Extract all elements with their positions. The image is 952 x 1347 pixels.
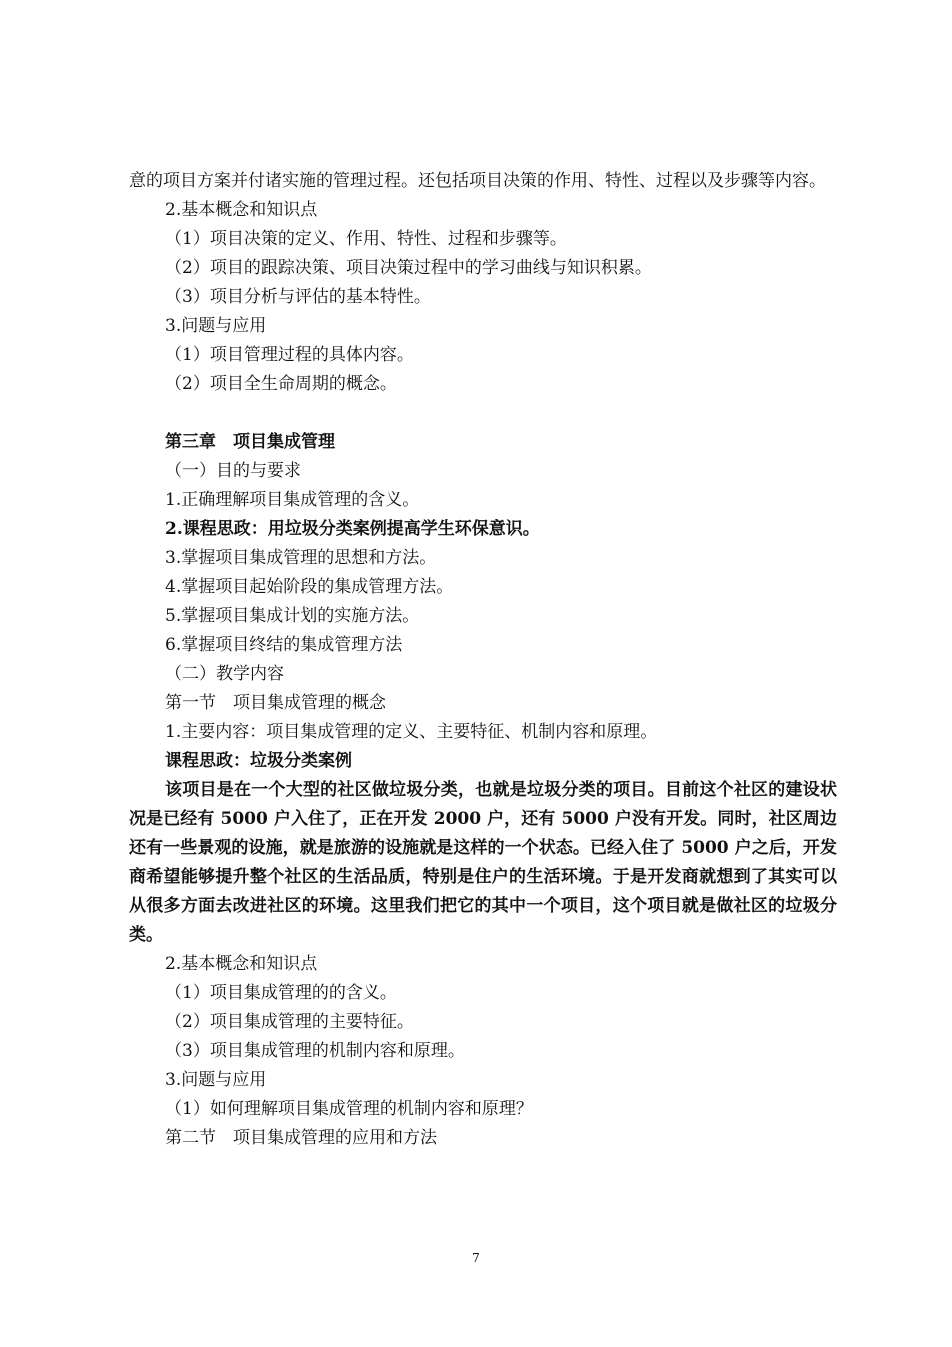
objective-item: 6.掌握项目终结的集成管理方法 (165, 635, 403, 655)
questions-heading: 3.问题与应用 (165, 316, 267, 336)
objective-item: 1.正确理解项目集成管理的含义。 (165, 490, 420, 510)
question-item: （1）如何理解项目集成管理的机制内容和原理？ (165, 1099, 533, 1119)
concepts-heading: 2.基本概念和知识点 (165, 954, 318, 974)
concepts-heading: 2.基本概念和知识点 (165, 200, 318, 220)
objective-item-ideology: 2.课程思政：用垃圾分类案例提高学生环保意识。 (165, 519, 540, 539)
concept-item: （3）项目分析与评估的基本特性。 (165, 287, 431, 307)
section-title: 第二节 项目集成管理的应用和方法 (165, 1128, 437, 1148)
objective-item: 3.掌握项目集成管理的思想和方法。 (165, 548, 437, 568)
section-title: 第一节 项目集成管理的概念 (165, 693, 386, 713)
content-heading: （二）教学内容 (165, 664, 284, 684)
page-body (129, 167, 837, 1153)
continued-paragraph: 意的项目方案并付诸实施的管理过程。还包括项目决策的作用、特性、过程以及步骤等内容。 (129, 171, 826, 191)
ideology-heading: 课程思政：垃圾分类案例 (165, 751, 352, 771)
chapter-title: 第三章 项目集成管理 (165, 432, 335, 452)
concept-item: （1）项目集成管理的的含义。 (165, 983, 397, 1003)
question-item: （2）项目全生命周期的概念。 (165, 374, 397, 394)
question-item: （1）项目管理过程的具体内容。 (165, 345, 414, 365)
objective-item: 4.掌握项目起始阶段的集成管理方法。 (165, 577, 454, 597)
concept-item: （2）项目集成管理的主要特征。 (165, 1012, 414, 1032)
questions-heading: 3.问题与应用 (165, 1070, 267, 1090)
objectives-heading: （一）目的与要求 (165, 461, 301, 481)
case-paragraph: 该项目是在一个大型的社区做垃圾分类，也就是垃圾分类的项目。目前这个社区的建设状况是已经有 5000 户入住了，正在开发 2000 户，还有 5000 户没有开发。同时，社区周边还有一些景观的设施，就是旅游的设施就是这样的一个状态。已经入住了 5000 户之后，开发商希望能够提升整个社区的生活品质，特别是住户的生活环境。于是开发商就想到了其实可以从很多方面去改进社区的环境。这里我们把它的其中一个项目，这个项目就是做社区的垃圾分类。 (129, 780, 837, 945)
objective-item: 5.掌握项目集成计划的实施方法。 (165, 606, 420, 626)
concept-item: （1）项目决策的定义、作用、特性、过程和步骤等。 (165, 229, 567, 249)
concept-item: （2）项目的跟踪决策、项目决策过程中的学习曲线与知识积累。 (165, 258, 652, 278)
page-number: 7 (472, 1251, 480, 1265)
concept-item: （3）项目集成管理的机制内容和原理。 (165, 1041, 465, 1061)
main-content-line: 1.主要内容：项目集成管理的定义、主要特征、机制内容和原理。 (165, 722, 658, 742)
